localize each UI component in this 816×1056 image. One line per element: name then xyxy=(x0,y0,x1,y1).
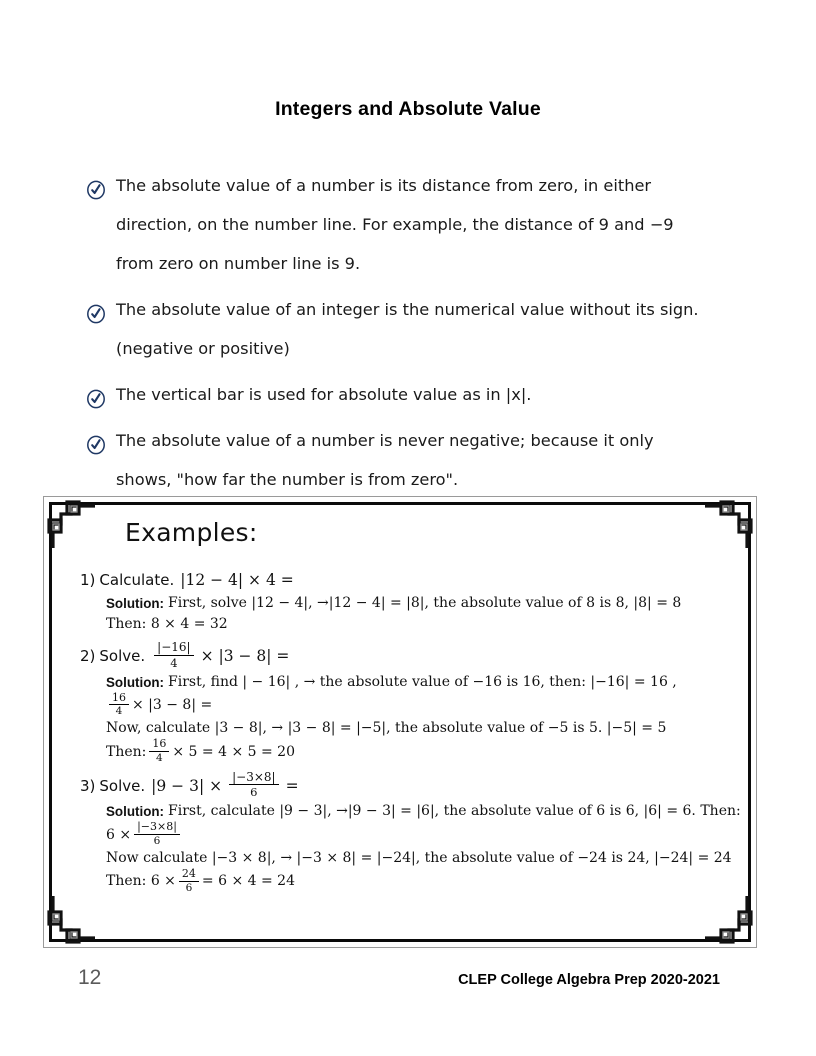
page-footer xyxy=(0,966,816,1006)
solution-text-lead: 6 × xyxy=(106,826,132,843)
example-solution xyxy=(106,672,735,765)
solution-text: Now calculate |−3 × 8|, → |−3 × 8| = |−24|, the absolute value of −24 is 24, |−24| = 24 xyxy=(106,850,732,866)
list-item-line: The absolute value of an integer is the numerical value without its sign. xyxy=(116,300,699,319)
footer-book-title: CLEP College Algebra Prep 2020-2021 xyxy=(458,972,720,988)
solution-line xyxy=(106,848,735,869)
solution-text: First, calculate |9 − 3|, →|9 − 3| = |6|, the absolute value of 6 is 6, |6| = 6. Then: xyxy=(168,803,741,820)
fraction-numerator: |−3×8| xyxy=(137,820,177,834)
concept-bullet-list xyxy=(86,166,730,506)
solution-line xyxy=(106,801,741,822)
list-item-line: direction, on the number line. For example, the distance of 9 and −9 xyxy=(116,215,674,234)
solution-text: × |3 − 8| = xyxy=(132,696,213,713)
fraction-denominator: 6 xyxy=(179,881,199,894)
list-item-line: The absolute value of a number is never negative; because it only xyxy=(116,431,654,450)
fraction-numerator: |−3×8| xyxy=(232,769,276,784)
fraction-numerator: |−16| xyxy=(157,640,191,654)
solution-line xyxy=(106,593,735,614)
fraction xyxy=(109,692,129,718)
list-item-line: shows, "how far the number is from zero". xyxy=(116,470,459,489)
check-circle-icon xyxy=(86,175,106,195)
list-item xyxy=(86,421,730,499)
fraction-denominator: 4 xyxy=(109,704,129,717)
corner-ornament-icon xyxy=(41,896,95,950)
solution-text: First, find | − 16| , → the absolute value of −16 is 16, then: |−16| = 16 , xyxy=(168,673,677,690)
solution-label: Solution: xyxy=(106,674,165,690)
fraction xyxy=(229,771,278,799)
solution-line xyxy=(106,822,735,848)
list-item xyxy=(86,290,730,368)
solution-label: Solution: xyxy=(106,804,165,820)
example-question xyxy=(80,569,735,591)
example-label: Solve. xyxy=(99,776,146,795)
fraction-denominator: 6 xyxy=(229,784,278,798)
example-number: 2) xyxy=(80,646,96,665)
list-item-line: from zero on number line is 9. xyxy=(116,254,361,273)
solution-line xyxy=(106,718,735,739)
check-circle-icon xyxy=(86,430,106,450)
solution-line xyxy=(106,614,735,635)
solution-line xyxy=(106,672,735,693)
example-solution xyxy=(106,593,735,635)
example-label: Calculate. xyxy=(99,571,175,589)
solution-text: First, solve |12 − 4|, →|12 − 4| = |8|, the absolute value of 8 is 8, |8| = 8 xyxy=(168,595,682,611)
check-circle-icon xyxy=(86,384,106,404)
fraction-numerator: 16 xyxy=(152,737,167,751)
example-expression: |12 − 4| × 4 = xyxy=(180,571,294,589)
corner-ornament-icon xyxy=(41,494,95,548)
examples-panel xyxy=(43,496,757,948)
fraction-denominator: 6 xyxy=(134,834,180,847)
solution-line xyxy=(106,869,735,895)
example-number: 3) xyxy=(80,776,96,795)
example-number: 1) xyxy=(80,571,96,589)
fraction-numerator: 16 xyxy=(112,690,126,704)
example-question xyxy=(80,642,735,670)
fraction-denominator: 4 xyxy=(149,751,169,764)
example-solution xyxy=(106,801,741,894)
list-item xyxy=(86,166,730,283)
fraction xyxy=(149,738,169,764)
fraction-denominator: 4 xyxy=(154,655,193,669)
check-circle-icon xyxy=(86,299,106,319)
page-title: Integers and Absolute Value xyxy=(275,98,541,120)
fraction xyxy=(134,821,180,847)
example-label: Solve. xyxy=(99,646,146,665)
expression-tail: = xyxy=(285,776,299,795)
solution-text: = 6 × 4 = 24 xyxy=(201,873,295,890)
example-question xyxy=(80,769,735,800)
expression-head: |9 − 3| × xyxy=(151,776,223,795)
solution-text-lead: Then: xyxy=(106,743,147,760)
solution-line xyxy=(106,739,735,765)
solution-text-lead: Then: 6 × xyxy=(106,873,176,890)
solution-text: Then: 8 × 4 = 32 xyxy=(106,616,228,632)
expression-tail: × |3 − 8| = xyxy=(200,646,290,665)
solution-label: Solution: xyxy=(106,596,165,611)
list-item xyxy=(86,375,730,414)
solution-text: × 5 = 4 × 5 = 20 xyxy=(172,743,295,760)
list-item-line: The vertical bar is used for absolute value as in |x|. xyxy=(116,385,532,404)
list-item-line: (negative or positive) xyxy=(116,339,290,358)
solution-text: Now, calculate |3 − 8|, → |3 − 8| = |−5|, the absolute value of −5 is 5. |−5| = 5 xyxy=(106,720,667,737)
fraction-numerator: 24 xyxy=(181,867,196,880)
example-expression xyxy=(151,642,289,670)
examples-heading: Examples: xyxy=(125,518,258,547)
solution-line xyxy=(106,690,735,719)
corner-ornament-icon xyxy=(705,494,759,548)
page-number: 12 xyxy=(78,966,102,989)
list-item-line: The absolute value of a number is its distance from zero, in either xyxy=(116,176,652,195)
corner-ornament-icon xyxy=(705,896,759,950)
examples-content xyxy=(80,562,741,895)
fraction xyxy=(179,868,199,894)
example-expression xyxy=(151,769,299,800)
fraction xyxy=(154,641,193,669)
